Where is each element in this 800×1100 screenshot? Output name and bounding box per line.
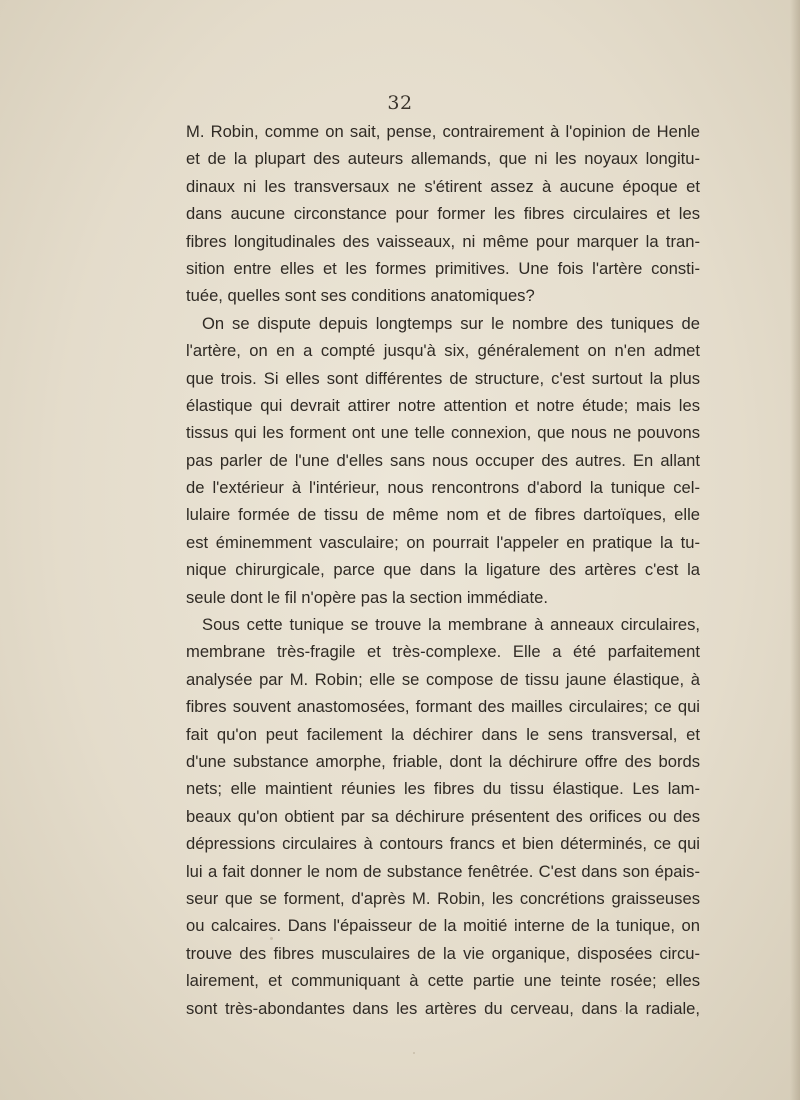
text-line: élastique qui devrait attirer notre attention et notre étude; mais les <box>186 395 700 415</box>
text-line: On se dispute depuis longtemps sur le nombre des tuniques de <box>202 313 700 333</box>
paragraph <box>186 611 700 1022</box>
text-line: dans aucune circonstance pour former les fibres circulaires et les <box>186 204 700 224</box>
text-line: M. Robin, comme on sait, pense, contrairement à l'opinion de Henle <box>186 122 700 141</box>
text-line: l'artère, on en a compté jusqu'à six, généralement on n'en admet <box>186 341 700 361</box>
text-line: que trois. Si elles sont différentes de structure, c'est surtout la plus <box>186 368 700 388</box>
text-line: fibres longitudinales des vaisseaux, ni même pour marquer la tran- <box>186 231 700 251</box>
paragraph <box>186 118 700 310</box>
text-line: tuée, quelles sont ses conditions anatomiques? <box>186 286 535 306</box>
page-number: 32 <box>387 92 413 114</box>
text-line: seur que se forment, d'après M. Robin, les concrétions graisseuses <box>186 888 700 908</box>
text-line: lui a fait donner le nom de substance fenêtrée. C'est dans son épais- <box>186 861 700 881</box>
text-line: tissus qui les forment ont une telle connexion, que nous ne pouvons <box>186 423 700 443</box>
text-line: analysée par M. Robin; elle se compose de tissu jaune élastique, à <box>186 669 700 689</box>
paper-spot <box>413 1052 415 1054</box>
paper-spot <box>620 1010 622 1012</box>
text-line: seule dont le fil n'opère pas la section immédiate. <box>186 587 548 607</box>
text-line: de l'extérieur à l'intérieur, nous rencontrons d'abord la tunique cel- <box>186 478 700 498</box>
text-line: fait qu'on peut facilement la déchirer dans le sens transversal, et <box>186 724 700 744</box>
text-line: sition entre elles et les formes primitives. Une fois l'artère consti- <box>186 258 700 278</box>
text-line: Sous cette tunique se trouve la membrane à anneaux circulaires, <box>202 615 700 635</box>
text-line: nique chirurgicale, parce que dans la ligature des artères c'est la <box>186 560 700 580</box>
text-line: fibres souvent anastomosées, formant des mailles circulaires; ce qui <box>186 697 700 717</box>
text-line: dinaux ni les transversaux ne s'étirent assez à aucune époque et <box>186 176 700 196</box>
text-line: membrane très-fragile et très-complexe. Elle a été parfaitement <box>186 642 700 662</box>
text-line: lairement, et communiquant à cette partie une teinte rosée; elles <box>186 971 700 991</box>
body-text <box>186 118 700 1022</box>
text-line: ou calcaires. Dans l'épaisseur de la moitié interne de la tunique, on <box>186 916 700 936</box>
text-line: dépressions circulaires à contours francs et bien déterminés, ce qui <box>186 834 700 854</box>
text-line: sont très-abondantes dans les artères du cerveau, dans la radiale, <box>186 998 700 1018</box>
paper-spot <box>270 937 273 940</box>
text-line: lulaire formée de tissu de même nom et de fibres dartoïques, elle <box>186 505 700 525</box>
text-line: nets; elle maintient réunies les fibres du tissu élastique. Les lam- <box>186 779 700 799</box>
text-line: pas parler de l'une d'elles sans nous occuper des autres. En allant <box>186 450 700 470</box>
text-line: et de la plupart des auteurs allemands, que ni les noyaux longitu- <box>186 149 700 169</box>
page-edge-shadow <box>790 0 800 1100</box>
paragraph <box>186 310 700 611</box>
text-line: est éminemment vasculaire; on pourrait l'appeler en pratique la tu- <box>186 532 700 552</box>
text-line: trouve des fibres musculaires de la vie organique, disposées circu- <box>186 943 700 963</box>
text-line: beaux qu'on obtient par sa déchirure présentent des orifices ou des <box>186 806 700 826</box>
text-line: d'une substance amorphe, friable, dont la déchirure offre des bords <box>186 751 700 771</box>
